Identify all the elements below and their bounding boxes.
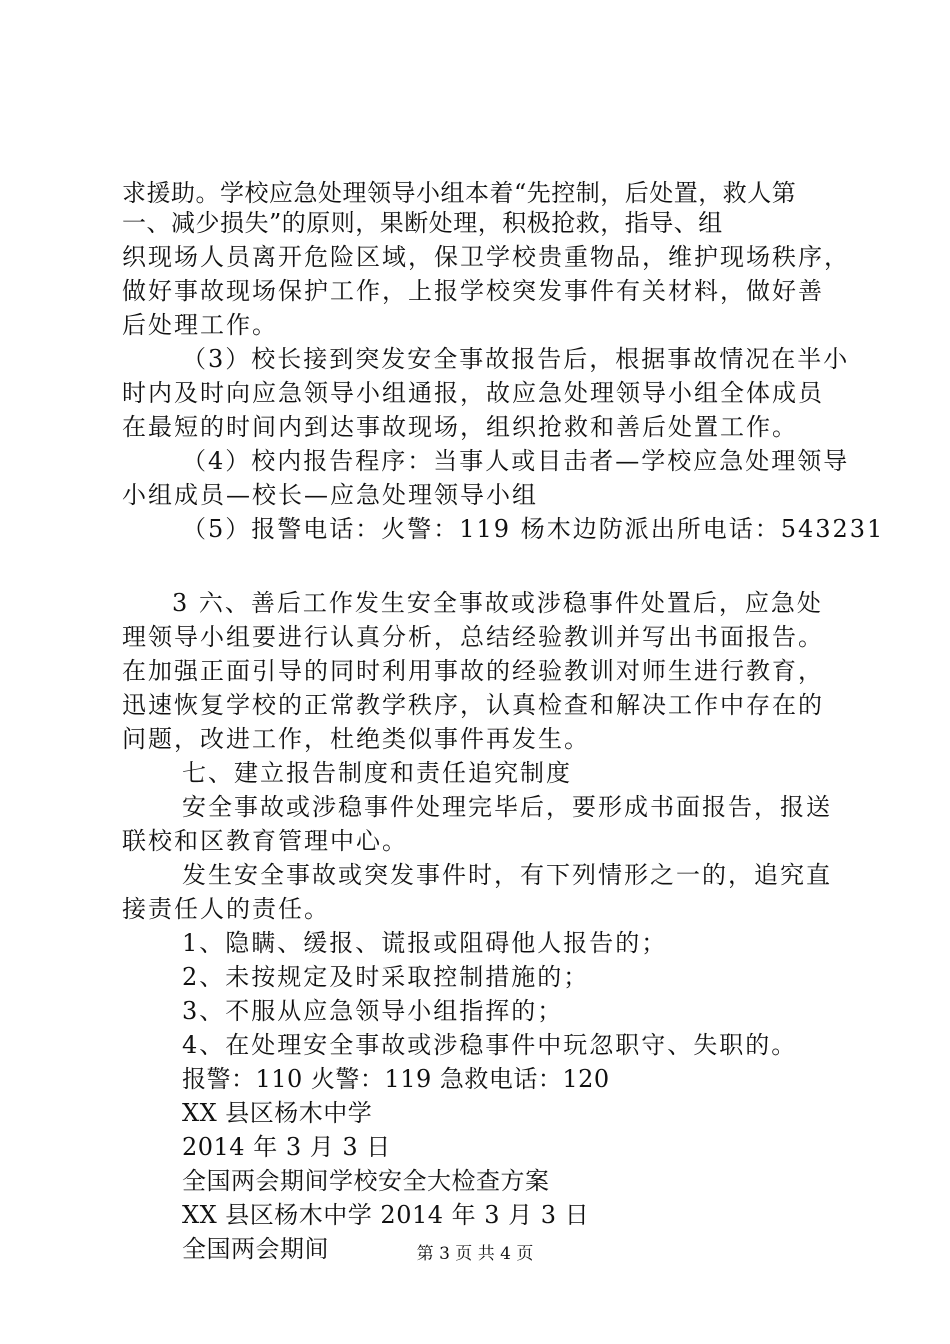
school-name-date: XX 县区杨木中学 2014 年 3 月 3 日 <box>182 1201 590 1229</box>
body-line: 联校和区教育管理中心。 <box>122 827 408 855</box>
body-line: （4）校内报告程序：当事人或目击者—学校应急处理领导 <box>182 447 850 475</box>
paragraph-gap <box>122 546 834 586</box>
section-heading: 七、建立报告制度和责任追究制度 <box>182 759 572 787</box>
body-line: 问题，改进工作，杜绝类似事件再发生。 <box>122 725 590 753</box>
list-item: 3、不服从应急领导小组指挥的； <box>182 997 564 1025</box>
document-body <box>122 176 885 1266</box>
document-title: 全国两会期间学校安全大检查方案 <box>182 1167 550 1195</box>
body-line: 织现场人员离开危险区域，保卫学校贵重物品，维护现场秩序， <box>122 243 850 271</box>
body-line: （5）报警电话：火警：119 杨木边防派出所电话：543231 <box>182 515 885 543</box>
body-line: 后处理工作。 <box>122 311 278 339</box>
school-name: XX 县区杨木中学 <box>182 1099 373 1127</box>
body-line: 求援助。学校应急处理领导小组本着“先控制，后处置，救人第 <box>122 179 797 207</box>
body-line: 发生安全事故或突发事件时，有下列情形之一的，追究直 <box>182 861 832 889</box>
document-date: 2014 年 3 月 3 日 <box>182 1133 391 1161</box>
body-line: 一、减少损失”的原则，果断处理，积极抢救，指导、组 <box>122 209 723 237</box>
body-line: 接责任人的责任。 <box>122 895 330 923</box>
list-item: 4、在处理安全事故或涉稳事件中玩忽职守、失职的。 <box>182 1031 798 1059</box>
body-line: 做好事故现场保护工作，上报学校突发事件有关材料，做好善 <box>122 277 824 305</box>
body-line: 安全事故或涉稳事件处理完毕后，要形成书面报告，报送 <box>182 793 832 821</box>
body-line: 理领导小组要进行认真分析，总结经验教训并写出书面报告。 <box>122 623 824 651</box>
body-line: 3 六、善后工作发生安全事故或涉稳事件处置后，应急处 <box>172 589 823 617</box>
page-footer: 第 3 页 共 4 页 <box>416 1244 534 1264</box>
body-line: 在加强正面引导的同时利用事故的经验教训对师生进行教育， <box>122 657 824 685</box>
body-line: （3）校长接到突发安全事故报告后，根据事故情况在半小 <box>182 345 850 373</box>
list-item: 2、未按规定及时采取控制措施的； <box>182 963 590 991</box>
body-line: 迅速恢复学校的正常教学秩序，认真检查和解决工作中存在的 <box>122 691 824 719</box>
body-line: 全国两会期间 <box>182 1235 329 1263</box>
body-line: 小组成员—校长—应急处理领导小组 <box>122 481 538 509</box>
body-line: 时内及时向应急领导小组通报，故应急处理领导小组全体成员 <box>122 379 824 407</box>
list-item: 1、隐瞒、缓报、谎报或阻碍他人报告的； <box>182 929 668 957</box>
emergency-numbers: 报警：110 火警：119 急救电话：120 <box>182 1065 610 1093</box>
body-line: 在最短的时间内到达事故现场，组织抢救和善后处置工作。 <box>122 413 798 441</box>
